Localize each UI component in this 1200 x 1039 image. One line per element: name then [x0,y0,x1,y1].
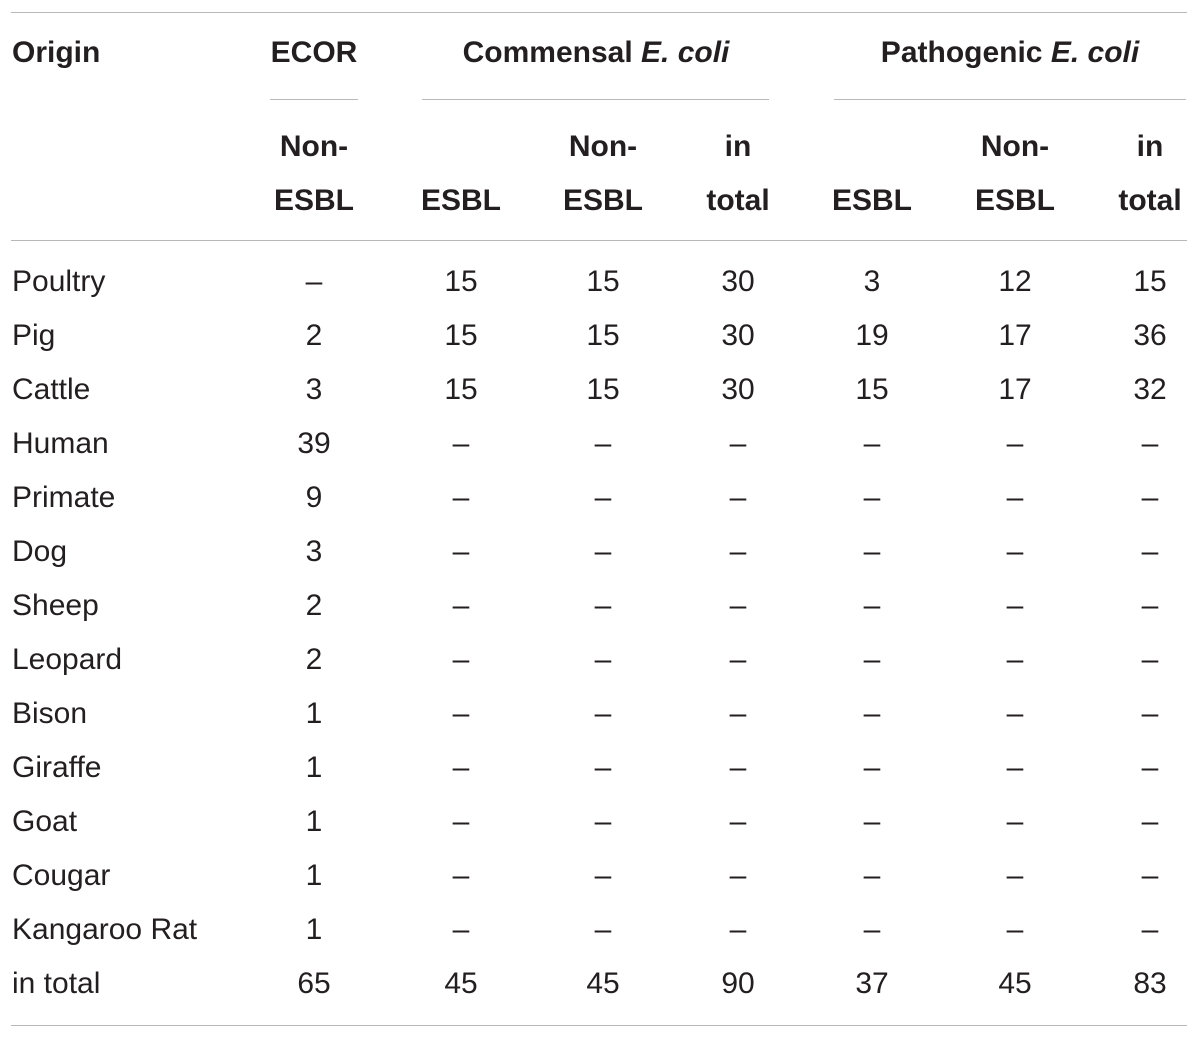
cell-commensal-esbl: 15 [444,319,478,352]
cell-pathogenic-esbl: 37 [855,967,889,1000]
cell-ecor: 1 [305,913,323,946]
header-ecor: ECOR [270,36,358,69]
cell-commensal-total: – [729,805,747,838]
cell-pathogenic-total: 15 [1133,265,1167,298]
cell-origin: Poultry [12,265,106,298]
cell-ecor: 2 [305,643,323,676]
cell-pathogenic-esbl: – [863,697,881,730]
cell-commensal-nonesbl: 45 [586,967,620,1000]
cell-pathogenic-total: – [1141,427,1159,460]
cell-commensal-esbl: 15 [444,265,478,298]
cell-commensal-total: 30 [721,319,755,352]
cell-ecor: 3 [305,535,323,568]
cell-ecor: 2 [305,589,323,622]
cell-commensal-total: 30 [721,265,755,298]
cell-commensal-total: – [729,535,747,568]
cell-pathogenic-total: – [1141,481,1159,514]
cell-pathogenic-esbl: 3 [863,265,881,298]
cell-pathogenic-esbl: – [863,805,881,838]
cell-commensal-total: 90 [721,967,755,1000]
header-pathogenic [881,38,1139,68]
cell-ecor: 39 [297,427,331,460]
cell-pathogenic-esbl: 19 [855,319,889,352]
subheader-ecor-nonesbl-line2: ESBL [273,184,355,217]
cell-origin: Primate [12,481,116,514]
cell-pathogenic-total: – [1141,589,1159,622]
cell-commensal-total: – [729,751,747,784]
cell-commensal-nonesbl: – [594,751,612,784]
subheader-path-total-line2: total [1118,184,1182,217]
cell-pathogenic-nonesbl: – [1006,643,1024,676]
cell-ecor: 9 [305,481,323,514]
cell-pathogenic-nonesbl: 45 [998,967,1032,1000]
cell-ecor: 65 [297,967,331,1000]
cell-commensal-nonesbl: – [594,859,612,892]
cell-ecor: 2 [305,319,323,352]
cell-origin: Pig [12,319,56,352]
cell-commensal-nonesbl: – [594,697,612,730]
cell-pathogenic-total: – [1141,643,1159,676]
header-commensal-text: Commensal [462,36,642,69]
header-pathogenic-text: Pathogenic [880,36,1051,69]
cell-pathogenic-nonesbl: 17 [998,373,1032,406]
cell-commensal-esbl: – [452,535,470,568]
subheader-path-esbl: ESBL [831,184,913,217]
subheader-ecor-nonesbl-line1: Non- [279,130,349,163]
subheader-com-total-line2: total [706,184,770,217]
cell-pathogenic-esbl: – [863,481,881,514]
cell-ecor: 1 [305,805,323,838]
cell-pathogenic-total: – [1141,859,1159,892]
subheader-com-nonesbl-line1: Non- [568,130,638,163]
cell-pathogenic-esbl: – [863,427,881,460]
cell-commensal-total: 30 [721,373,755,406]
cell-commensal-total: – [729,427,747,460]
bottom-rule [11,1025,1187,1026]
subheader-path-total-line1: in [1136,130,1164,163]
cell-pathogenic-nonesbl: – [1006,589,1024,622]
cell-commensal-nonesbl: – [594,427,612,460]
cell-commensal-total: – [729,697,747,730]
cell-origin: Cougar [12,859,111,892]
cell-origin: Leopard [12,643,123,676]
cell-commensal-esbl: 45 [444,967,478,1000]
cell-origin: Sheep [12,589,99,622]
cell-ecor: 1 [305,751,323,784]
cell-commensal-esbl: – [452,427,470,460]
top-rule [11,12,1187,13]
cell-pathogenic-total: – [1141,697,1159,730]
cell-pathogenic-nonesbl: – [1006,481,1024,514]
cell-ecor: 1 [305,697,323,730]
cell-commensal-esbl: 15 [444,373,478,406]
cell-commensal-nonesbl: 15 [586,265,620,298]
cell-origin: Giraffe [12,751,102,784]
cell-commensal-total: – [729,589,747,622]
cell-origin: Dog [12,535,68,568]
cell-pathogenic-total: – [1141,805,1159,838]
cell-commensal-esbl: – [452,859,470,892]
cell-pathogenic-nonesbl: 12 [998,265,1032,298]
cell-ecor: 1 [305,859,323,892]
cell-commensal-esbl: – [452,805,470,838]
cell-commensal-total: – [729,481,747,514]
cell-pathogenic-nonesbl: – [1006,751,1024,784]
cell-commensal-total: – [729,643,747,676]
cell-commensal-nonesbl: 15 [586,319,620,352]
cell-ecor: 3 [305,373,323,406]
cell-commensal-total: – [729,913,747,946]
subheader-path-nonesbl-line1: Non- [980,130,1050,163]
cell-pathogenic-nonesbl: – [1006,805,1024,838]
cell-origin: Cattle [12,373,91,406]
subheader-path-nonesbl-line2: ESBL [974,184,1056,217]
header-commensal [463,38,730,68]
cell-commensal-nonesbl: – [594,805,612,838]
pathogenic-group-rule [834,99,1186,100]
cell-commensal-esbl: – [452,751,470,784]
cell-pathogenic-total: 83 [1133,967,1167,1000]
header-origin: Origin [12,36,101,69]
cell-commensal-esbl: – [452,913,470,946]
cell-commensal-nonesbl: – [594,913,612,946]
cell-pathogenic-total: 36 [1133,319,1167,352]
cell-commensal-esbl: – [452,643,470,676]
header-commensal-species: E. coli [641,36,730,69]
cell-pathogenic-total: 32 [1133,373,1167,406]
cell-pathogenic-nonesbl: 17 [998,319,1032,352]
cell-pathogenic-esbl: – [863,535,881,568]
cell-pathogenic-nonesbl: – [1006,535,1024,568]
cell-origin: Human [12,427,109,460]
commensal-group-rule [422,99,769,100]
cell-commensal-nonesbl: – [594,589,612,622]
cell-origin: in total [12,967,101,1000]
cell-commensal-nonesbl: – [594,481,612,514]
cell-pathogenic-nonesbl: – [1006,913,1024,946]
cell-pathogenic-esbl: – [863,859,881,892]
cell-pathogenic-esbl: – [863,751,881,784]
cell-pathogenic-nonesbl: – [1006,427,1024,460]
cell-ecor: – [305,265,323,298]
cell-commensal-total: – [729,859,747,892]
subheader-com-total-line1: in [724,130,752,163]
header-pathogenic-species: E. coli [1050,36,1140,69]
cell-commensal-esbl: – [452,697,470,730]
cell-pathogenic-total: – [1141,751,1159,784]
subheader-com-nonesbl-line2: ESBL [562,184,644,217]
cell-pathogenic-nonesbl: – [1006,859,1024,892]
header-bottom-rule [11,240,1187,241]
cell-origin: Bison [12,697,88,730]
cell-commensal-esbl: – [452,589,470,622]
cell-origin: Kangaroo Rat [12,913,198,946]
cell-commensal-nonesbl: – [594,535,612,568]
subheader-com-esbl: ESBL [420,184,502,217]
cell-commensal-esbl: – [452,481,470,514]
ecor-group-rule [270,99,358,100]
cell-pathogenic-esbl: – [863,913,881,946]
cell-origin: Goat [12,805,78,838]
cell-pathogenic-total: – [1141,913,1159,946]
cell-pathogenic-esbl: – [863,589,881,622]
cell-pathogenic-total: – [1141,535,1159,568]
cell-commensal-nonesbl: – [594,643,612,676]
cell-pathogenic-nonesbl: – [1006,697,1024,730]
cell-pathogenic-esbl: 15 [855,373,889,406]
cell-pathogenic-esbl: – [863,643,881,676]
cell-commensal-nonesbl: 15 [586,373,620,406]
